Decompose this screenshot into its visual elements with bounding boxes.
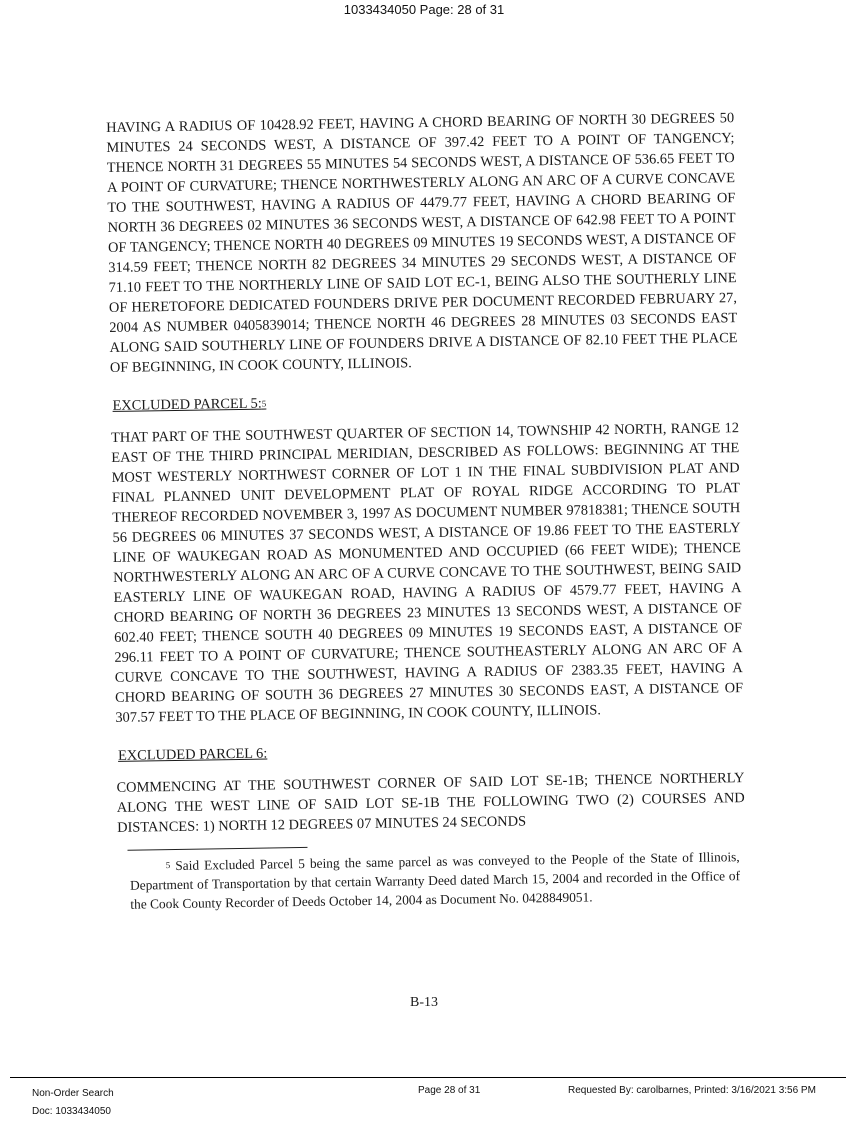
- footer-page-count: Page 28 of 31: [418, 1085, 481, 1096]
- footnote-number: 5: [165, 860, 171, 871]
- legal-description-paragraph: HAVING A RADIUS OF 10428.92 FEET, HAVING A CHORD BEARING OF NORTH 30 DEGREES 50 MINUTES 24 SECONDS WEST, A DISTANCE OF 397.42 FEET TO A POINT OF TANGENCY; THENCE NORTH 31 DEGREES 55 MINUTES 54 SECONDS WEST, A DISTANCE OF 536.65 FEET TO A POINT OF CURVATURE; THENCE NORTHWESTERLY ALONG AN ARC OF A CURVE CONCAVE TO THE SOUTHWEST, HAVING A RADIUS OF 4479.77 FEET, HAVING A CHORD BEARING OF NORTH 36 DEGREES 02 MINUTES 36 SECONDS WEST, A DISTANCE OF 642.98 FEET TO A POINT OF TANGENCY; THENCE NORTH 40 DEGREES 09 MINUTES 19 SECONDS WEST, A DISTANCE OF 314.59 FEET; THENCE NORTH 82 DEGREES 34 MINUTES 29 SECONDS WEST, A DISTANCE OF 71.10 FEET TO THE NORTHERLY LINE OF SAID LOT EC-1, BEING ALSO THE SOUTHERLY LINE OF HERETOFORE DEDICATED FOUNDERS DRIVE PER DOCUMENT RECORDED FEBRUARY 27, 2004 AS NUMBER 0405839014; THENCE NORTH 46 DEGREES 28 MINUTES 03 SECONDS EAST ALONG SAID SOUTHERLY LINE OF FOUNDERS DRIVE A DISTANCE OF 82.10 FEET THE PLACE OF BEGINNING, IN COOK COUNTY, ILLINOIS.: [106, 110, 738, 376]
- footnote: [130, 847, 741, 914]
- excluded-parcel-5-heading: [112, 386, 738, 416]
- footer-left: [32, 1085, 114, 1121]
- excluded-parcel-6-paragraph: COMMENCING AT THE SOUTHWEST CORNER OF SAID LOT SE-1B; THENCE NORTHERLY ALONG THE WEST LINE OF SAID LOT SE-1B THE FOLLOWING TWO (2) COURSES AND DISTANCES: 1) NORTH 12 DEGREES 07 MINUTES 24 SECONDS: [116, 770, 745, 836]
- footnote-ref: 5: [261, 398, 267, 409]
- document-header: 1033434050 Page: 28 of 31: [343, 2, 505, 17]
- footer-requested-by: Requested By: carolbarnes, Printed: 3/16/2021 3:56 PM: [568, 1085, 816, 1096]
- footer-doc-number: Doc: 1033434050: [32, 1106, 111, 1117]
- excluded-parcel-6-heading: EXCLUDED PARCEL 6:: [117, 745, 268, 764]
- page-label: B-13: [410, 995, 438, 1010]
- footer-search-type: Non-Order Search: [32, 1088, 114, 1099]
- excluded-parcel-5-paragraph: THAT PART OF THE SOUTHWEST QUARTER OF SECTION 14, TOWNSHIP 42 NORTH, RANGE 12 EAST OF THE THIRD PRINCIPAL MERIDIAN, DESCRIBED AS FOLLOWS: BEGINNING AT THE MOST WESTERLY NORTHWEST CORNER OF LOT 1 IN THE FINAL SUBDIVISION PLAT AND FINAL PLANNED UNIT DEVELOPMENT PLAT OF ROYAL RIDGE ACCORDING TO PLAT THEREOF RECORDED NOVEMBER 3, 1997 AS DOCUMENT NUMBER 97818381; THENCE SOUTH 56 DEGREES 06 MINUTES 37 SECONDS WEST, A DISTANCE OF 19.86 FEET TO THE EASTERLY LINE OF WAUKEGAN ROAD AS MONUMENTED AND OCCUPIED (66 FEET WIDE); THENCE NORTHWESTERLY ALONG AN ARC OF A CURVE CONCAVE TO THE SOUTHWEST, BEING SAID EASTERLY LINE OF WAUKEGAN ROAD, HAVING A RADIUS OF 4579.77 FEET, HAVING A CHORD BEARING OF NORTH 36 DEGREES 23 MINUTES 13 SECONDS WEST, A DISTANCE OF 602.40 FEET; THENCE SOUTH 40 DEGREES 09 MINUTES 19 SECONDS EAST, A DISTANCE OF 296.11 FEET TO A POINT OF CURVATURE; THENCE SOUTHEASTERLY ALONG AN ARC OF A CURVE CONCAVE TO THE SOUTHWEST, HAVING A RADIUS OF 2383.35 FEET, HAVING A CHORD BEARING OF SOUTH 36 DEGREES 27 MINUTES 30 SECONDS EAST, A DISTANCE OF 307.57 FEET TO THE PLACE OF BEGINNING, IN COOK COUNTY, ILLINOIS.: [110, 420, 744, 726]
- footnote-text: Said Excluded Parcel 5 being the same parcel as was conveyed to the People of the State of Illinois, Department of Transportation by that certain Warranty Deed dated March 15, 2004 and recorded in the Office of the Cook County Recorder of Deeds October 14, 2004 as Document No. 0428849051.: [129, 849, 741, 912]
- footer-divider: [10, 1077, 846, 1078]
- heading-text: EXCLUDED PARCEL 5:: [112, 395, 262, 414]
- footnote-divider: [127, 847, 307, 851]
- page-body: [106, 108, 746, 914]
